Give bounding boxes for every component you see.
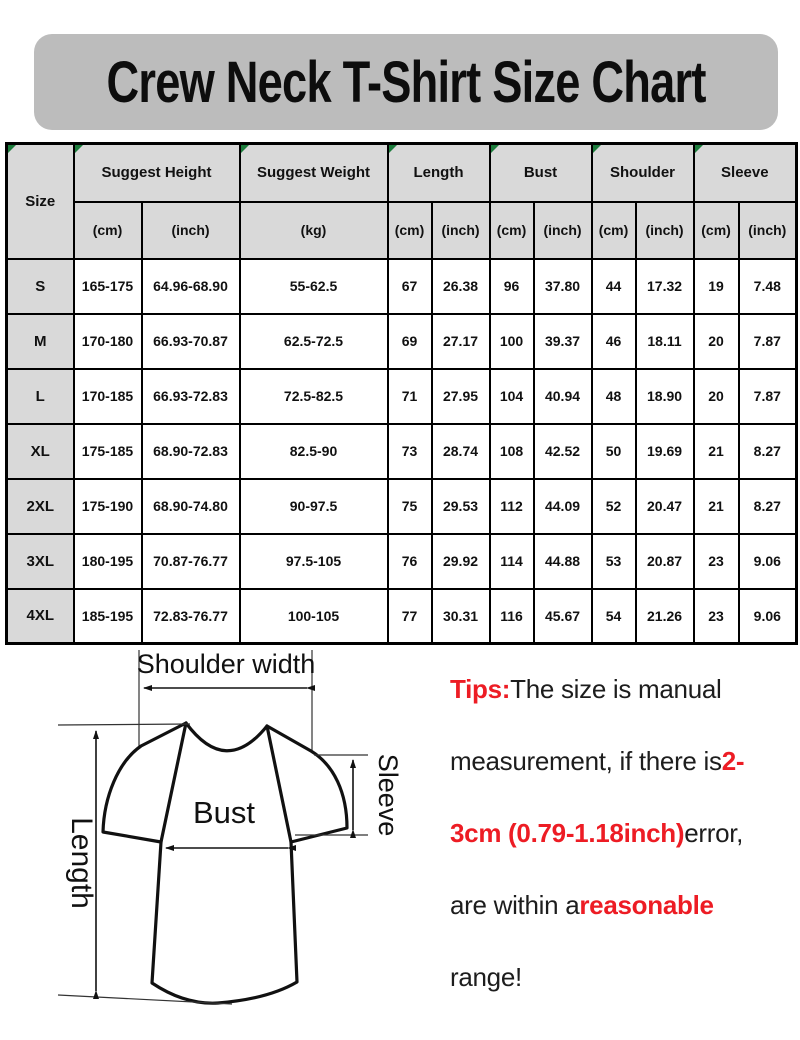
size-cell: 2XL [7,479,74,534]
unit-header-4: (inch) [432,202,490,259]
value-cell: 73 [388,424,432,479]
value-cell: 20 [694,314,739,369]
unit-header-7: (cm) [592,202,636,259]
col-header-suggest-weight: Suggest Weight [240,144,388,202]
value-cell: 62.5-72.5 [240,314,388,369]
table-header-row [7,144,797,202]
value-cell: 39.37 [534,314,592,369]
unit-header-6: (inch) [534,202,592,259]
value-cell: 27.95 [432,369,490,424]
value-cell: 116 [490,589,534,644]
value-cell: 20.87 [636,534,694,589]
tips-text: measurement, if there is [450,745,722,776]
value-cell: 76 [388,534,432,589]
tips-text: error, [684,817,744,848]
value-cell: 18.11 [636,314,694,369]
tips-line-1 [450,725,785,797]
value-cell: 54 [592,589,636,644]
value-cell: 77 [388,589,432,644]
value-cell: 100-105 [240,589,388,644]
unit-header-3: (cm) [388,202,432,259]
value-cell: 185-195 [74,589,142,644]
value-cell: 7.48 [739,259,797,314]
tshirt-body [152,842,297,1003]
col-header-shoulder: Shoulder [592,144,694,202]
unit-header-2: (kg) [240,202,388,259]
value-cell: 8.27 [739,479,797,534]
tshirt-measurement-diagram [0,645,450,1040]
value-cell: 72.83-76.77 [142,589,240,644]
value-cell: 29.92 [432,534,490,589]
value-cell: 21 [694,479,739,534]
value-cell: 45.67 [534,589,592,644]
value-cell: 40.94 [534,369,592,424]
value-cell: 30.31 [432,589,490,644]
value-cell: 67 [388,259,432,314]
size-cell: 4XL [7,589,74,644]
table-row-2XL [7,479,797,534]
table-row-XL [7,424,797,479]
unit-header-10: (inch) [739,202,797,259]
value-cell: 7.87 [739,369,797,424]
value-cell: 82.5-90 [240,424,388,479]
value-cell: 180-195 [74,534,142,589]
value-cell: 20 [694,369,739,424]
value-cell: 55-62.5 [240,259,388,314]
size-cell: 3XL [7,534,74,589]
tips-text: range! [450,961,522,992]
tips-line-4 [450,941,785,1013]
value-cell: 21.26 [636,589,694,644]
value-cell: 37.80 [534,259,592,314]
value-cell: 114 [490,534,534,589]
value-cell: 90-97.5 [240,479,388,534]
value-cell: 108 [490,424,534,479]
value-cell: 48 [592,369,636,424]
col-header-length: Length [388,144,490,202]
value-cell: 71 [388,369,432,424]
value-cell: 97.5-105 [240,534,388,589]
table-unit-row [7,202,797,259]
size-table [5,142,798,645]
table-row-M [7,314,797,369]
value-cell: 175-190 [74,479,142,534]
tips-highlight: 2- [721,745,745,776]
value-cell: 19.69 [636,424,694,479]
length-tick-bottom [58,995,232,1004]
value-cell: 44.09 [534,479,592,534]
value-cell: 72.5-82.5 [240,369,388,424]
unit-header-8: (inch) [636,202,694,259]
bust-label: Bust [192,795,256,830]
value-cell: 53 [592,534,636,589]
value-cell: 9.06 [739,534,797,589]
value-cell: 23 [694,589,739,644]
value-cell: 17.32 [636,259,694,314]
value-cell: 23 [694,534,739,589]
unit-header-5: (cm) [490,202,534,259]
value-cell: 100 [490,314,534,369]
tips-line-0 [450,653,785,725]
value-cell: 21 [694,424,739,479]
value-cell: 44 [592,259,636,314]
value-cell: 26.38 [432,259,490,314]
tshirt-neckline [186,723,267,751]
value-cell: 68.90-72.83 [142,424,240,479]
sleeve-label: Sleeve [373,753,403,837]
value-cell: 29.53 [432,479,490,534]
unit-header-9: (cm) [694,202,739,259]
value-cell: 7.87 [739,314,797,369]
value-cell: 66.93-70.87 [142,314,240,369]
unit-header-1: (inch) [142,202,240,259]
value-cell: 170-180 [74,314,142,369]
tips-line-2 [450,797,785,869]
tips-highlight: 3cm (0.79-1.18inch) [450,817,685,848]
shoulder-width-label: Shoulder width [136,649,316,679]
value-cell: 18.90 [636,369,694,424]
table-row-4XL [7,589,797,644]
length-label: Length [65,817,98,909]
tips-block [450,653,785,1040]
table-row-3XL [7,534,797,589]
page-title: Crew Neck T-Shirt Size Chart [106,49,706,115]
tips-text: are within a [450,889,580,920]
tips-highlight: Tips: [450,673,511,704]
value-cell: 64.96-68.90 [142,259,240,314]
value-cell: 165-175 [74,259,142,314]
value-cell: 68.90-74.80 [142,479,240,534]
value-cell: 46 [592,314,636,369]
length-tick-top [58,724,190,725]
tips-text: The size is manual [510,673,722,704]
bottom-section [0,645,800,1040]
value-cell: 75 [388,479,432,534]
value-cell: 19 [694,259,739,314]
tips-highlight: reasonable [579,889,714,920]
value-cell: 70.87-76.77 [142,534,240,589]
value-cell: 50 [592,424,636,479]
value-cell: 66.93-72.83 [142,369,240,424]
tshirt-left-sleeve [103,723,186,842]
value-cell: 8.27 [739,424,797,479]
table-row-S [7,259,797,314]
value-cell: 170-185 [74,369,142,424]
value-cell: 27.17 [432,314,490,369]
value-cell: 42.52 [534,424,592,479]
tips-line-3 [450,869,785,941]
value-cell: 9.06 [739,589,797,644]
title-banner [34,34,778,130]
value-cell: 69 [388,314,432,369]
value-cell: 28.74 [432,424,490,479]
size-cell: M [7,314,74,369]
value-cell: 52 [592,479,636,534]
value-cell: 104 [490,369,534,424]
size-cell: S [7,259,74,314]
col-header-bust: Bust [490,144,592,202]
size-cell: XL [7,424,74,479]
table-row-L [7,369,797,424]
value-cell: 20.47 [636,479,694,534]
value-cell: 112 [490,479,534,534]
col-header-suggest-height: Suggest Height [74,144,240,202]
col-header-size: Size [7,144,74,259]
tshirt-right-sleeve [267,726,347,842]
size-cell: L [7,369,74,424]
value-cell: 175-185 [74,424,142,479]
col-header-sleeve: Sleeve [694,144,797,202]
unit-header-0: (cm) [74,202,142,259]
value-cell: 44.88 [534,534,592,589]
value-cell: 96 [490,259,534,314]
